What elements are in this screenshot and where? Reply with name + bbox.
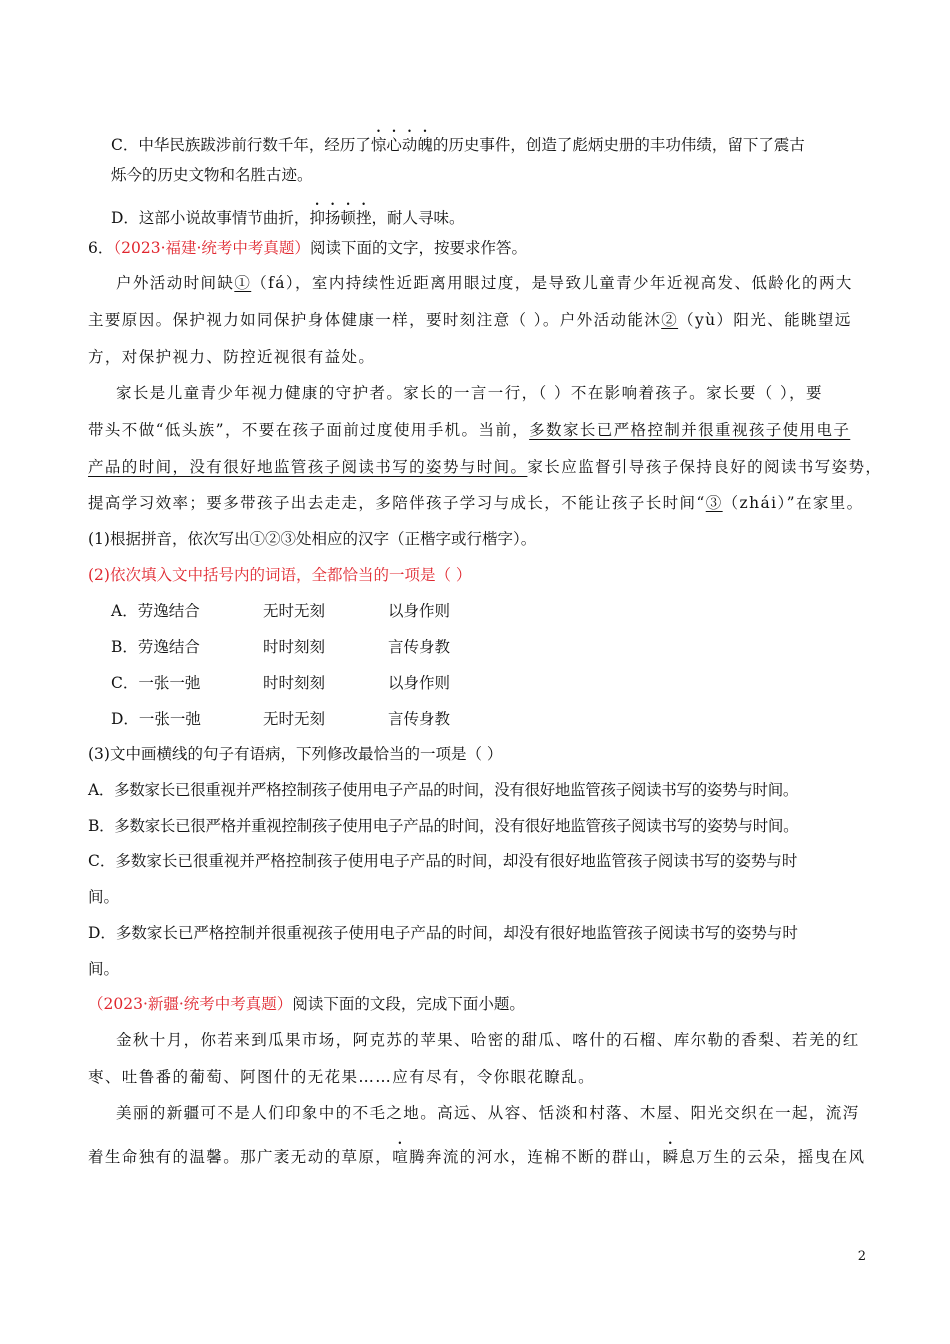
q6-sub2-option-a-w3: 以身作则 bbox=[388, 602, 451, 620]
q6-passage-p1-l1: 户外活动时间缺①（fá），室内持续性近距离用眼过度，是导致儿童青少年近视高发、低龄化的两大 bbox=[116, 274, 853, 292]
q6-sub2-option-b: B．劳逸结合 bbox=[111, 638, 200, 656]
q6-header: 6．（2023·福建·统考中考真题）阅读下面的文字，按要求作答。 bbox=[88, 239, 527, 257]
prev-option-d: D．这部小说故事情节曲折，抑扬顿挫，耐人寻味。 bbox=[111, 209, 465, 227]
q6-sub2-option-c-w3: 以身作则 bbox=[388, 674, 451, 692]
q6-sub2-option-d: D．一张一弛 bbox=[111, 710, 201, 728]
q7-passage-p1-l1: 金秋十月，你若来到瓜果市场，阿克苏的苹果、哈密的甜瓜、喀什的石榴、库尔勒的香梨、若羌的红 bbox=[116, 1031, 860, 1049]
q6-passage-p2-l2: 带头不做“低头族”，不要在孩子面前过度使用手机。当前，多数家长已严格控制并很重视孩子使用电子 bbox=[88, 421, 851, 439]
q6-sub2-option-b-w2: 时时刻刻 bbox=[263, 638, 326, 656]
q6-sub3-option-a: A．多数家长已很重视并严格控制孩子使用电子产品的时间，没有很好地监管孩子阅读书写的姿势与时间。 bbox=[88, 781, 799, 799]
q6-sub2-option-c: C．一张一弛 bbox=[111, 674, 201, 692]
q6-sub2-option-b-w3: 言传身教 bbox=[388, 638, 451, 656]
q6-passage-p2-l4: 提高学习效率；要多带孩子出去走走，多陪伴孩子学习与成长，不能让孩子长时间“③（zhái）”在家里。 bbox=[88, 494, 864, 512]
prev-option-c-line1: C．中华民族跋涉前行数千年，经历了惊心动魄的历史事件，创造了彪炳史册的丰功伟绩，留下了震古 bbox=[111, 136, 805, 154]
q6-sub3-option-d-line1: D．多数家长已严格控制并很重视孩子使用电子产品的时间，却没有很好地监管孩子阅读书写的姿势与时 bbox=[88, 924, 798, 942]
q6-sub2: (2)依次填入文中括号内的词语，全都恰当的一项是（ ） bbox=[88, 566, 472, 584]
q6-sub3-option-b: B．多数家长已很严格并重视控制孩子使用电子产品的时间，没有很好地监管孩子阅读书写的姿势与时间。 bbox=[88, 817, 799, 835]
q7-passage-p2-l2: 着生命独有的温馨。那广袤无动的草原，喧腾奔流的河水，连棉不断的群山，瞬息万生的云朵，摇曳在风 bbox=[88, 1148, 866, 1166]
q7-header: （2023·新疆·统考中考真题）阅读下面的文段，完成下面小题。 bbox=[88, 995, 525, 1013]
q6-sub2-option-c-w2: 时时刻刻 bbox=[263, 674, 326, 692]
q6-passage-p2-l3: 产品的时间，没有很好地监管孩子阅读书写的姿势与时间。家长应监督引导孩子保持良好的阅读书写姿势， bbox=[88, 458, 883, 476]
q6-sub3: (3)文中画横线的句子有语病，下列修改最恰当的一项是（ ） bbox=[88, 745, 503, 763]
page-number: 2 bbox=[857, 1249, 866, 1264]
q6-sub3-option-c-line1: C．多数家长已很重视并严格控制孩子使用电子产品的时间，却没有很好地监管孩子阅读书写的姿势与时 bbox=[88, 852, 798, 870]
q6-sub1: (1)根据拼音，依次写出①②③处相应的汉字（正楷字或行楷字）。 bbox=[88, 530, 537, 548]
q6-sub2-option-a: A．劳逸结合 bbox=[111, 602, 200, 620]
prev-option-c-line2: 烁今的历史文物和名胜古迹。 bbox=[111, 166, 313, 184]
q7-passage-p2-l1: 美丽的新疆可不是人们印象中的不毛之地。高远、从容、恬淡和村落、木屋、阳光交织在一起，流泻 bbox=[116, 1104, 860, 1122]
q6-passage-p1-l2: 主要原因。保护视力如同保护身体健康一样，要时刻注意（ ）。户外活动能沐②（yù）阳光、能眺望远 bbox=[88, 311, 852, 329]
q6-sub2-option-d-w3: 言传身教 bbox=[388, 710, 451, 728]
q7-passage-p1-l2: 枣、吐鲁番的葡萄、阿图什的无花果……应有尽有，令你眼花瞭乱。 bbox=[88, 1068, 596, 1086]
q6-passage-p1-l3: 方，对保护视力、防控近视很有益处。 bbox=[88, 348, 376, 366]
q6-sub3-option-d-line2: 间。 bbox=[88, 960, 120, 978]
q6-sub2-option-d-w2: 无时无刻 bbox=[263, 710, 326, 728]
q6-passage-p2-l1: 家长是儿童青少年视力健康的守护者。家长的一言一行，（ ）不在影响着孩子。家长要（ ），要 bbox=[116, 384, 823, 402]
q6-sub3-option-c-line2: 间。 bbox=[88, 888, 120, 906]
q6-sub2-option-a-w2: 无时无刻 bbox=[263, 602, 326, 620]
